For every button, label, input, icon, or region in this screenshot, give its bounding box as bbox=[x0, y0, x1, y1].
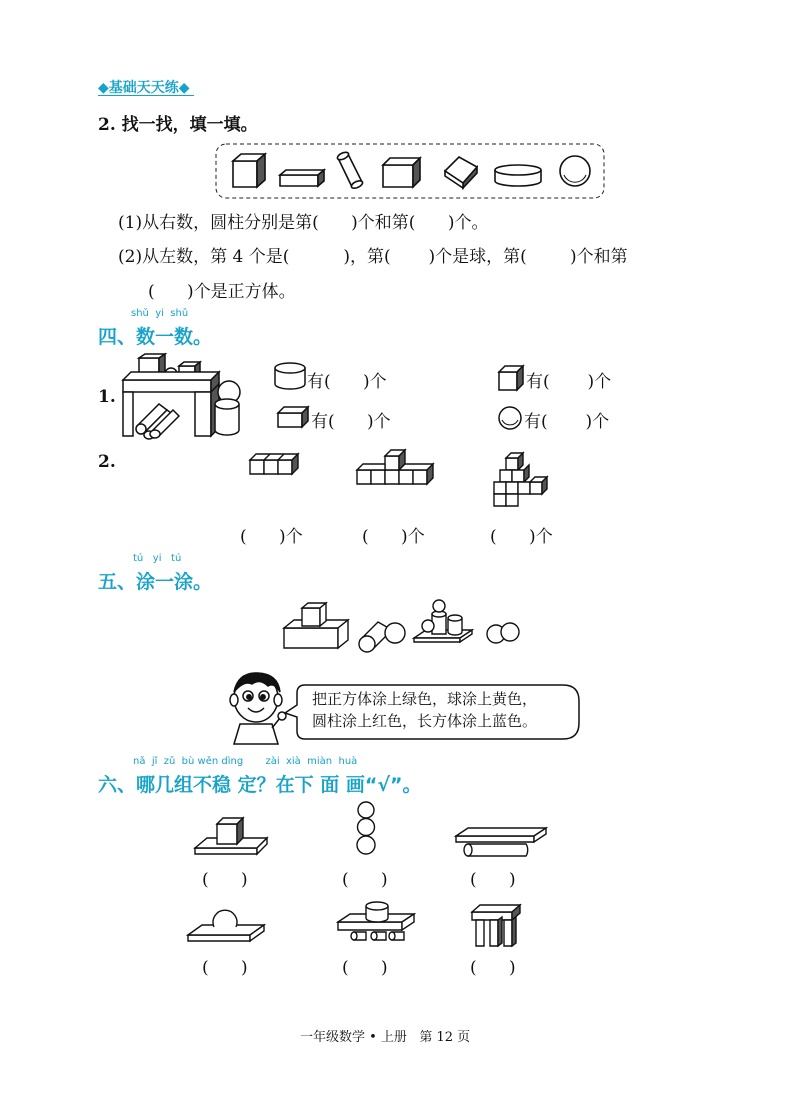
stability-figure-4 bbox=[186, 905, 266, 947]
logs-icon bbox=[136, 404, 179, 439]
speech-line-1: 把正方体涂上绿色，球涂上黄色， bbox=[312, 690, 538, 708]
stability-figure-6 bbox=[470, 902, 522, 948]
cuboid-icon bbox=[280, 170, 324, 186]
q2-shapes-box bbox=[215, 143, 605, 199]
sec4-title: 四、数一数。 bbox=[98, 326, 213, 348]
q2-blank-3: ( )个 bbox=[490, 527, 553, 547]
count-sphere-label: 有( )个 bbox=[524, 412, 610, 432]
cube-stack-figure-2 bbox=[355, 448, 437, 488]
sec4-q1-num: 1. bbox=[98, 387, 116, 407]
answer-blank-2[interactable]: ( ) bbox=[342, 870, 388, 890]
q2-blank-1: ( )个 bbox=[240, 527, 303, 547]
sec6-pinyin: nǎ jǐ zǔ bù wěn dìng zài xià miàn huà bbox=[133, 756, 358, 767]
sec5-pinyin: tú yi tú bbox=[133, 553, 182, 564]
q2-title: 2. 找一找，填一填。 bbox=[98, 115, 258, 135]
answer-blank-4[interactable]: ( ) bbox=[202, 958, 248, 978]
answer-blank-5[interactable]: ( ) bbox=[342, 958, 388, 978]
sec5-title: 五、涂一涂。 bbox=[98, 571, 213, 593]
cube-stack-figure-3 bbox=[492, 450, 552, 510]
cylinder-icon bbox=[495, 165, 541, 186]
count-cube-label: 有( )个 bbox=[526, 372, 612, 392]
stability-figure-2 bbox=[352, 800, 380, 856]
page-footer: 一年级数学 • 上册 第 12 页 bbox=[300, 1030, 471, 1045]
stability-figure-1 bbox=[193, 812, 269, 858]
q2-sub2-cont: ( )个是正方体。 bbox=[148, 282, 296, 302]
cuboid-icon bbox=[383, 158, 420, 187]
sphere-icon bbox=[497, 405, 523, 431]
q2-sub2: (2)从左数，第 4 个是( )，第( )个是球，第( )个和第 bbox=[118, 247, 628, 267]
cube-icon bbox=[497, 364, 525, 392]
cylinder-icon bbox=[336, 151, 363, 190]
cube-stack-figure-1 bbox=[248, 450, 304, 480]
cuboid-icon bbox=[276, 405, 310, 429]
sphere-icon bbox=[560, 156, 590, 186]
table-composite-figure bbox=[115, 352, 245, 438]
sec6-title: 六、哪几组不稳 定？在下 面 画“√”。 bbox=[98, 774, 422, 796]
cube-icon bbox=[445, 157, 477, 188]
answer-blank-6[interactable]: ( ) bbox=[470, 958, 516, 978]
count-cylinder-label: 有( )个 bbox=[307, 372, 387, 392]
stability-figure-5 bbox=[336, 900, 416, 948]
q2-sub1: (1)从右数，圆柱分别是第( )个和第( )个。 bbox=[118, 213, 489, 233]
speech-line-2: 圆柱涂上红色，长方体涂上蓝色。 bbox=[312, 712, 538, 730]
stability-figure-3 bbox=[452, 826, 548, 860]
section-tag: ◆基础天天练◆ bbox=[98, 80, 190, 96]
sec4-pinyin: shǔ yi shǔ bbox=[131, 308, 189, 319]
cylinder-icon bbox=[274, 362, 306, 390]
answer-blank-3[interactable]: ( ) bbox=[470, 870, 516, 890]
sec4-q2-num: 2. bbox=[98, 452, 116, 472]
q2-blank-2: ( )个 bbox=[362, 527, 425, 547]
answer-blank-1[interactable]: ( ) bbox=[202, 870, 248, 890]
cube-icon bbox=[233, 154, 265, 187]
section-tag-underline bbox=[98, 95, 194, 96]
boy-avatar bbox=[224, 668, 292, 744]
count-cuboid-label: 有( )个 bbox=[311, 412, 391, 432]
coloring-shapes-figure bbox=[282, 600, 522, 652]
